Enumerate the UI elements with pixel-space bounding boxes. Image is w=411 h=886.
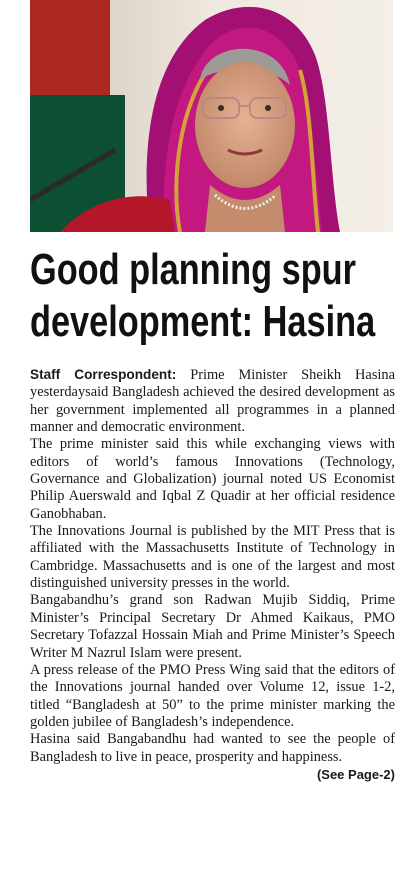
continued-note: (See Page-2) [316, 766, 395, 782]
paragraph-3: The Innovations Journal is published by the MIT Press that is affiliated with the Massachusetts Institute of Technology in Cambridge. Massachusetts and is one of the largest and most distinguished university presses in the world. [30, 523, 395, 592]
paragraph-6 [30, 731, 395, 782]
headline-line-2: development: Hasina [30, 297, 376, 346]
paragraph-1-text: Prime Minister Sheikh Hasina yesterdaysaid Bangladesh achieved the desired development as her government implemented all programmes in a planned manner and democratic environment. [30, 367, 396, 436]
article-photo [30, 0, 393, 232]
article-body [30, 366, 395, 783]
byline: Staff Correspondent: [30, 367, 177, 382]
headline-line-1: Good planning spur [30, 245, 357, 294]
headline [30, 244, 376, 348]
paragraph-1 [30, 366, 395, 436]
paragraph-4: Bangabandhu’s grand son Radwan Mujib Siddiq, Prime Minister’s Principal Secretary Dr Ahmed Kaikaus, PMO Secretary Tofazzal Hossain Miah and Prime Minister’s Speech Writer M Nazrul Islam were present. [30, 592, 395, 661]
paragraph-6-text: Hasina said Bangabandhu had wanted to see the people of Bangladesh to live in peace, prosperity and happiness. [30, 731, 395, 765]
paragraph-5: A press release of the PMO Press Wing said that the editors of the Innovations journal handed over Volume 12, issue 1-2, titled “Bangladesh at 50” to the prime minister marking the golden jubilee of Bangladesh’s independence. [30, 661, 395, 730]
paragraph-2: The prime minister said this while exchanging views with editors of world’s famous Innovations (Technology, Governance and Globalization) journal noted US Economist Philip Auerswald and Iqbal Z Quadir at her official residence Ganobhaban. [30, 436, 395, 522]
